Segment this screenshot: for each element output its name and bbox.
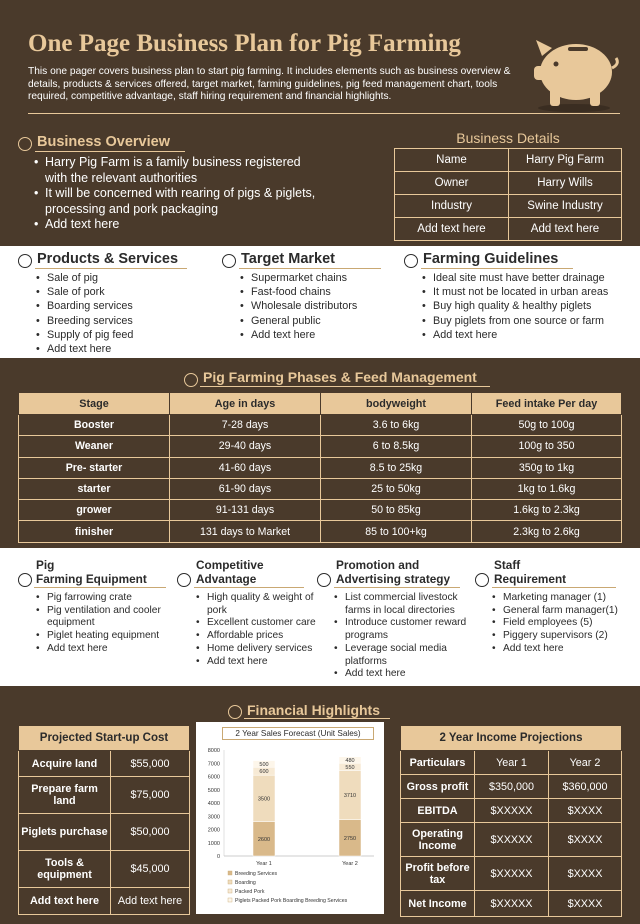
business-details-title: Business Details [456, 130, 560, 146]
cell: 1.6kg to 2.3kg [472, 500, 622, 521]
title-line: Advertising strategy [336, 572, 451, 586]
cell: Add text here [19, 888, 111, 915]
cell: grower [19, 500, 170, 521]
list-item: • General public [240, 314, 400, 328]
cell: 25 to 50kg [321, 478, 472, 499]
data-label: 3710 [343, 792, 357, 799]
x-tick-label: Year 1 [256, 861, 272, 867]
cell: Year 2 [549, 751, 622, 775]
list-item: • Piggery supervisors (2) [492, 630, 638, 643]
list-item: • Fast-food chains [240, 285, 400, 299]
table-row [401, 857, 622, 891]
guidelines-list [422, 271, 632, 342]
cell: 8.5 to 25kg [321, 457, 472, 478]
cell: $360,000 [549, 775, 622, 799]
cell: EBITDA [401, 799, 475, 823]
y-tick-label: 6000 [207, 774, 220, 781]
promotion-circle-icon [317, 573, 331, 587]
financial-circle-icon [228, 705, 242, 719]
list-item: • It must not be located in urban areas [422, 285, 632, 299]
list-item: • High quality & weight of pork [196, 592, 332, 617]
cell: 29-40 days [170, 436, 321, 457]
table-row [19, 521, 622, 542]
list-item: • Marketing manager (1) [492, 592, 638, 605]
legend-label: Boarding [235, 880, 256, 886]
cell: $50,000 [111, 814, 190, 851]
products-circle-icon [18, 254, 32, 268]
cell: Acquire land [19, 751, 111, 777]
data-label: 480 [345, 757, 355, 764]
list-item: • Buy piglets from one source or farm [422, 314, 632, 328]
table-row [19, 436, 622, 457]
staff-underline [492, 587, 616, 588]
target-market-list [240, 271, 400, 342]
table-row [401, 891, 622, 917]
staff-title [494, 558, 566, 586]
competitive-title [196, 558, 264, 586]
title-line: Staff [494, 558, 521, 572]
cell: Profit before tax [401, 857, 475, 891]
title-line: Farming Equipment [36, 572, 147, 586]
table-row [19, 500, 622, 521]
title-line: Requirement [494, 572, 567, 586]
income-projections-table [400, 725, 622, 917]
list-item: • Ideal site must have better drainage [422, 271, 632, 285]
startup-cost-table [18, 725, 190, 915]
promotion-title [336, 558, 450, 586]
list-item: • Buy high quality & healthy piglets [422, 299, 632, 313]
cell: Weaner [19, 436, 170, 457]
cell: 2.3kg to 2.6kg [472, 521, 622, 542]
cell: 85 to 100+kg [321, 521, 472, 542]
staff-circle-icon [475, 573, 489, 587]
cell: Name [395, 149, 509, 172]
y-tick-label: 1000 [207, 840, 220, 847]
page-title: One Page Business Plan for Pig Farming [28, 30, 461, 57]
y-tick-label: 2000 [207, 827, 220, 834]
equipment-list [36, 592, 176, 656]
cell: starter [19, 478, 170, 499]
target-circle-icon [222, 254, 236, 268]
cell: Add text here [395, 218, 509, 241]
table-row [19, 457, 622, 478]
cell: Harry Pig Farm [509, 149, 622, 172]
table-row [395, 195, 622, 218]
cell: $XXXXX [475, 891, 549, 917]
products-title: Products & Services [37, 251, 179, 267]
cell: $XXXXX [475, 857, 549, 891]
x-tick-label: Year 2 [342, 861, 358, 867]
header-divider [28, 113, 620, 114]
cell: Operating Income [401, 823, 475, 857]
cell: Add text here [111, 888, 190, 915]
staff-list [492, 592, 638, 656]
target-market-title: Target Market [241, 251, 336, 267]
y-tick-label: 8000 [207, 748, 220, 754]
legend-label: Packed Pork [235, 889, 265, 895]
cell: $XXXX [549, 857, 622, 891]
table-row [19, 851, 190, 888]
column-header: 2 Year Income Projections [401, 726, 622, 751]
cell: 350g to 1kg [472, 457, 622, 478]
list-item: • Piglet heating equipment [36, 630, 176, 643]
table-row [19, 478, 622, 499]
cell: 61-90 days [170, 478, 321, 499]
data-label: 600 [259, 769, 269, 776]
table-row [401, 751, 622, 775]
cell: Swine Industry [509, 195, 622, 218]
title-line: Promotion and [336, 558, 420, 572]
table-row [19, 888, 190, 915]
column-header: Feed intake Per day [472, 393, 622, 415]
cell: Net Income [401, 891, 475, 917]
phases-table [18, 392, 622, 543]
table-row [401, 823, 622, 857]
list-item: • Add text here [36, 643, 176, 656]
cell: Industry [395, 195, 509, 218]
list-item: • Add text here [422, 328, 632, 342]
cell: finisher [19, 521, 170, 542]
table-header-row [401, 726, 622, 751]
cell: Year 1 [475, 751, 549, 775]
data-label: 500 [259, 761, 269, 768]
y-tick-label: 5000 [207, 787, 220, 794]
cell: Pre- starter [19, 457, 170, 478]
cell: 7-28 days [170, 415, 321, 436]
list-item: • Pig farrowing crate [36, 592, 176, 605]
overview-circle-icon [18, 137, 32, 151]
list-item: • Sale of pork [36, 285, 206, 299]
competitive-circle-icon [177, 573, 191, 587]
y-tick-label: 3000 [207, 814, 220, 821]
column-header: bodyweight [321, 393, 472, 415]
chart-title: 2 Year Sales Forecast (Unit Sales) [222, 727, 374, 740]
cell: Piglets purchase [19, 814, 111, 851]
title-line: Competitive [196, 558, 264, 572]
business-overview-list [34, 155, 324, 233]
overview-underline [35, 151, 185, 152]
cell: Booster [19, 415, 170, 436]
cell: Add text here [509, 218, 622, 241]
cell: 1kg to 1.6kg [472, 478, 622, 499]
cell: Gross profit [401, 775, 475, 799]
list-item: • Supermarket chains [240, 271, 400, 285]
y-tick-label: 4000 [207, 801, 220, 807]
sales-forecast-chart [196, 722, 384, 914]
data-label: 3500 [257, 796, 271, 803]
cell: 50g to 100g [472, 415, 622, 436]
promotion-underline [334, 587, 460, 588]
piggy-bank-icon [528, 26, 620, 112]
table-row [401, 799, 622, 823]
equipment-circle-icon [18, 573, 32, 587]
promotion-list [334, 592, 470, 681]
cell: 50 to 85kg [321, 500, 472, 521]
table-row [395, 149, 622, 172]
cell: Owner [395, 172, 509, 195]
list-item: • Harry Pig Farm is a family business registered with the relevant authorities [34, 155, 324, 186]
list-item: • Field employees (5) [492, 617, 638, 630]
list-item: • Add text here [240, 328, 400, 342]
guidelines-underline [421, 268, 573, 269]
list-item: • Add text here [34, 217, 324, 233]
table-row [401, 775, 622, 799]
y-tick-label: 7000 [207, 761, 220, 768]
cell: Prepare farm land [19, 777, 111, 814]
target-underline [239, 268, 381, 269]
list-item: • Add text here [334, 668, 470, 681]
column-header: Stage [19, 393, 170, 415]
cell: 131 days to Market [170, 521, 321, 542]
cell: 100g to 350 [472, 436, 622, 457]
equipment-underline [34, 587, 166, 588]
financial-underline [244, 718, 390, 719]
list-item: • Sale of pig [36, 271, 206, 285]
business-details-table [394, 148, 622, 241]
competitive-list [196, 592, 332, 668]
cell: Tools & equipment [19, 851, 111, 888]
cell: Harry Wills [509, 172, 622, 195]
products-list [36, 271, 206, 356]
title-line: Pig [36, 558, 55, 572]
cell: 3.6 to 6kg [321, 415, 472, 436]
table-row [19, 415, 622, 436]
legend-label: Piglets Packed Pork Boarding Breeding Services [235, 898, 348, 904]
business-overview-title: Business Overview [37, 134, 170, 150]
data-label: 2750 [343, 835, 357, 842]
y-tick-label: 0 [216, 854, 220, 860]
list-item: • Add text here [196, 656, 332, 669]
cell: $75,000 [111, 777, 190, 814]
cell: $55,000 [111, 751, 190, 777]
column-header: Age in days [170, 393, 321, 415]
list-item: • Supply of pig feed [36, 328, 206, 342]
legend-swatch [228, 880, 232, 884]
cell: $XXXX [549, 891, 622, 917]
list-item: • Boarding services [36, 299, 206, 313]
legend-swatch [228, 898, 232, 902]
cell: 41-60 days [170, 457, 321, 478]
competitive-underline [194, 587, 304, 588]
list-item: • Affordable prices [196, 630, 332, 643]
cell: $XXXX [549, 799, 622, 823]
list-item: • It will be concerned with rearing of pigs & piglets, processing and pork packaging [34, 186, 324, 217]
list-item: • General farm manager(1) [492, 605, 638, 618]
phases-circle-icon [184, 373, 198, 387]
table-row [395, 172, 622, 195]
guidelines-title: Farming Guidelines [423, 251, 559, 267]
list-item: • Wholesale distributors [240, 299, 400, 313]
list-item: • Excellent customer care [196, 617, 332, 630]
cell: $XXXX [549, 823, 622, 857]
cell: 91-131 days [170, 500, 321, 521]
list-item: • List commercial livestock farms in local directories [334, 592, 470, 617]
table-header-row [19, 393, 622, 415]
legend-swatch [228, 871, 232, 875]
guidelines-circle-icon [404, 254, 418, 268]
legend-label: Breeding Services [235, 871, 278, 877]
table-row [19, 751, 190, 777]
list-item: • Pig ventilation and cooler equipment [36, 605, 176, 630]
cell: $XXXXX [475, 799, 549, 823]
intro-text: This one pager covers business plan to start pig farming. It includes elements such as business overview & details, products & services offered, target market, farming guidelines, pig feed management chart, tools required, competitive advantage, staff hiring requirement and financial highlights. [28, 66, 511, 102]
cell: Particulars [401, 751, 475, 775]
financial-title: Financial Highlights [247, 702, 381, 718]
column-header: Projected Start-up Cost [19, 726, 190, 751]
cell: $350,000 [475, 775, 549, 799]
data-label: 2600 [257, 836, 271, 843]
list-item: • Introduce customer reward programs [334, 617, 470, 642]
list-item: • Leverage social media platforms [334, 643, 470, 668]
table-row [19, 814, 190, 851]
list-item: • Add text here [36, 342, 206, 356]
legend-swatch [228, 889, 232, 893]
phases-underline [200, 386, 490, 387]
products-underline [35, 268, 187, 269]
table-row [19, 777, 190, 814]
cell: $45,000 [111, 851, 190, 888]
table-row [395, 218, 622, 241]
equipment-title [36, 558, 147, 586]
phases-title: Pig Farming Phases & Feed Management [203, 369, 477, 385]
cell: 6 to 8.5kg [321, 436, 472, 457]
list-item: • Home delivery services [196, 643, 332, 656]
list-item: • Breeding services [36, 314, 206, 328]
list-item: • Add text here [492, 643, 638, 656]
table-header-row [19, 726, 190, 751]
data-label: 550 [345, 764, 355, 771]
cell: $XXXXX [475, 823, 549, 857]
title-line: Advantage [196, 572, 257, 586]
